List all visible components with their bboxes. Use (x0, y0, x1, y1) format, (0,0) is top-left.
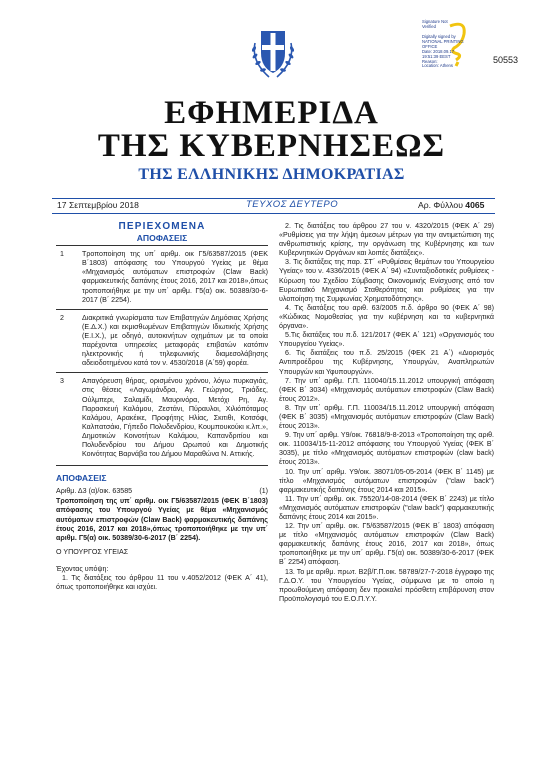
header-rule-bottom (52, 213, 495, 214)
minister-heading: Ο ΥΠΟΥΡΓΟΣ ΥΓΕΙΑΣ (56, 547, 129, 556)
paragraph: 12. Την υπ΄ αριθμ. οικ. Γ5/63587/2015 (ΦΕΚ Β΄ 1803) απόφαση με τίτλο «Μηχανισμός αυτόματων επιστροφών (Claw Back) φαρμακευτικής δαπάνης έτους 2016, 2017 και 2018», όπως τροποποιήθηκε με την υπ΄ αριθμ. Γ5(α) οικ. 50389/30-6-2017 (ΦΕΚ Β΄ 2254) απόφαση. (279, 522, 494, 567)
paragraph: 3. Τις διατάξεις της παρ. ΣΤ΄ «Ρυθμίσεις θεμάτων του Υπουργείου Υγείας» του ν. 4336/2015 (ΦΕΚ Α΄ 94) «Συνταξιοδοτικές ρυθμίσεις - Κύρωση του Σχεδίου Σύμβασης Οικονομικής Ενίσχυσης από τον Ευρωπαϊκό Μηχανισμό Σταθερότητας και ρυθμίσεις για την υλοποίηση της Συμφωνίας Χρηματοδότησης». (279, 258, 494, 303)
stamp-line: Verified (422, 24, 436, 29)
paragraph: 6. Τις διατάξεις του π.δ. 25/2015 (ΦΕΚ 21 Α΄) «Διορισμός Αντιπροέδρου της Κυβέρνησης, Υπουργών, Αναπληρωτών Υπουργών και Υφυπουργών». (279, 349, 494, 376)
paragraph: 5.Τις διατάξεις του π.δ. 121/2017 (ΦΕΚ Α΄ 121) «Οργανισμός του Υπουργείου Υγείας». (279, 331, 494, 349)
issue-type: ΤΕΥΧΟΣ ΔΕΥΤΕΡΟ (246, 199, 339, 210)
toc-text: Απαγόρευση θήρας, ορισμένου χρόνου, λόγω πυρκαγιάς, στις θέσεις «Λαγωμάνδρα, Αγ. Γεώργιος, Τριάδες, Ούλμπερι, Σαλαμίδι, Μαυρινόρα, Μετόχι Ρη, Αγ. Παρασκευή Καλάμου, Ζεστάνι, Πύραυλοι, Χιλιόπόταμος Καλάμου, Αρακέικε, Προφήτης Ηλίας, Σκιτιθι, Κοτσόφι, Καλπατσάκι, Γήπεδο Πολυδενδρίου, Κουμπουκούκι κ.λπ.», Δημοτικών Κοινοτήτων Καλάμου, Καπανδριτίου και Πολυδενδρίου του Δήμου Ωρωπού και Δημοτικής Κοινότητας Βαρνάβα του Δήμου Μαραθώνα Ν. Αττικής. (82, 377, 268, 459)
toc-item[interactable] (56, 372, 268, 463)
toc-number: 2 (60, 313, 64, 322)
paragraph: 1. Τις διατάξεις του άρθρου 11 του ν.4052/2012 (ΦΕΚ Α΄ 41), όπως τροποποιήθηκε και ισχύει. (56, 574, 268, 592)
decision-reference (56, 487, 268, 496)
toc-number: 3 (60, 377, 64, 386)
right-column (279, 222, 494, 604)
paragraph: 7. Την υπ΄ αριθμ. Γ.Π. 110040/15.11.2012 υπουργική απόφαση (ΦΕΚ Β΄ 3034) «Μηχανισμός αυτόματων επιστροφών (Claw Back) έτους 2012». (279, 376, 494, 403)
paragraph: 13. Το με αριθμ. πρωτ. Β2β/Γ.Π.οικ. 58789/27-7-2018 έγγραφο της Γ.Δ.Ο.Υ. του Υπουργείου Υγείας, σύμφωνα με το οποίο η προωθούμενη απόφαση δεν προκαλεί πρόσθετη επιβάρυνση στον Προϋπολογισμό του Ε.Ο.Π.Υ.Υ. (279, 567, 494, 603)
paragraph: 9. Την υπ΄ αριθμ. Υ9/οικ. 76818/9-8-2013 «Τροποποίηση της αριθ. οικ. 110034/15-11-2012 απόφασης του Υπουργού Υγείας (ΦΕΚ Β΄ 3035), με τίτλο «Μηχανισμός αυτόματων επιστροφών (claw back) έτους 2013». (279, 431, 494, 467)
having-in-mind: Έχοντας υπόψη: (56, 564, 109, 573)
toc-item[interactable] (56, 309, 268, 373)
stamp-line: NATIONAL PRINTING (422, 39, 464, 44)
digital-signature-stamp (420, 18, 488, 68)
toc-text: Διακριτικά γνωρίσματα των Επιβατηγών Δημόσιας Χρήσης (Ε.Δ.Χ.) και εκμισθωμένων Επιβατηγών Ιδιωτικής Χρήσης (Ε.Ι.Χ.), με οδηγό, αυτοκινήτων οχημάτων με τα οποία παρέχονται υπηρεσίες μεταφοράς επιβατών κατόπιν ηλεκτρονικής ή τηλεφωνικής διαμεσολάβησης αδειοδοτημένου κατά τον ν. 4530/2018 (Α΄59) φορέα. (82, 313, 268, 368)
paragraph: 11. Την υπ΄ αριθμ. οικ. 75520/14-08-2014 (ΦΕΚ Β΄ 2243) με τίτλο «Μηχανισμός αυτόματων επιστροφών ("claw back") φαρμακευτικής δαπάνης έτους 2014 και 2015». (279, 494, 494, 521)
decision-ref-text: Αριθμ. Δ3 (α)/οικ. 63585 (56, 487, 133, 496)
toc-text: Τροποποίηση της υπ΄ αριθμ. οικ Γ5/63587/2015 (ΦΕΚ Β΄1803) απόφασης του Υπουργού Υγείας με θέμα «Μηχανισμός αυτόματων επιστροφών (Claw Back) φαρμακευτικής δαπάνης έτους 2016, 2017 και 2018»,όπως τροποποιήθηκε με την υπ΄ αριθμ. Γ5(α) οικ. 50389/30-6-2017 (Β΄ 2254). (82, 250, 268, 304)
sheet-number: 50553 (493, 55, 519, 65)
greek-coat-of-arms-emblem (247, 23, 299, 81)
contents-divider (56, 465, 268, 466)
contents-decisions-heading: ΑΠΟΦΑΣΕΙΣ (136, 233, 188, 244)
decisions-heading: ΑΠΟΦΑΣΕΙΣ (56, 473, 107, 484)
decision-title: Τροποποίηση της υπ΄ αριθμ. οικ Γ5/63587/2015 (ΦΕΚ Β΄1803) απόφασης του Υπουργού Υγείας με θέμα «Μηχανισμός αυτόματων επιστροφών (Claw Back) φαρμακευτικής δαπάνης έτους 2016, 2017 και 2018»,όπως τροποποιήθηκε με την υπ΄ αριθμ. Γ5(α) οικ. 50389/30-6-2017 (Β΄ 2254). (56, 497, 268, 542)
sheet-label: Αρ. Φύλλου (418, 200, 463, 210)
paragraph: 10. Την υπ΄ αριθμ. Υ9/οικ. 38071/05-05-2014 (ΦΕΚ Β΄ 1145) με τίτλο «Μηχανισμός αυτόματων επιστροφών ("claw back") φαρμακευτικής δαπάνης έτους 2014 και 2015». (279, 467, 494, 494)
sheet-value: 4065 (465, 200, 485, 210)
stamp-line: Signature Not (422, 19, 448, 24)
stamp-line: Date: 2018.09.17 (422, 49, 455, 54)
gazette-subtitle: ΤΗΣ ΕΛΛΗΝΙΚΗΣ ΔΗΜΟΚΡΑΤΙΑΣ (138, 166, 405, 183)
stamp-line: Digitally signed by (422, 34, 456, 39)
toc-number: 1 (60, 250, 64, 259)
stamp-line: 19:51:39 EEST (422, 54, 451, 59)
left-column (56, 222, 268, 592)
stamp-line: Reason: (422, 59, 438, 64)
paragraph: 4. Τις διατάξεις του αριθ. 63/2005 π.δ. άρθρο 90 (ΦΕΚ Α΄ 98) «Κώδικας Νομοθεσίας για την κυβέρνηση και τα κυβερνητικά όργανα». (279, 303, 494, 331)
contents-heading: ΠΕΡΙΕΧΟΜΕΝΑ (118, 221, 206, 232)
decision-ref-number: (1) (259, 487, 268, 496)
issue-date: 17 Σεπτεμβρίου 2018 (57, 200, 139, 210)
stamp-line: OFFICE (422, 44, 438, 49)
gazette-title-line1: ΕΦΗΜΕΡΙΔΑ (164, 95, 379, 131)
toc-item[interactable] (56, 245, 268, 309)
paragraph: 8. Την υπ΄ αριθμ. Γ.Π. 110034/15.11.2012 υπουργική απόφαση (ΦΕΚ Β΄ 3035) «Μηχανισμός αυτόματων επιστροφών (Claw Back) έτους 2013». (279, 403, 494, 431)
stamp-line: Location: Athens (422, 63, 453, 68)
sheet-number-label (418, 200, 484, 210)
gazette-title-line2: ΤΗΣ ΚΥΒΕΡΝΗΣΕΩΣ (97, 128, 446, 164)
paragraph: 2. Τις διατάξεις του άρθρου 27 του ν. 4320/2015 (ΦΕΚ Α΄ 29) «Ρυθμίσεις για την λήψη άμεσων μέτρων για την αντιμετώπιση της ανθρωπιστικής κρίσης, την οργάνωση της Κυβέρνησης και των Κυβερνητικών Οργάνων και λοιπές διατάξεις». (279, 222, 494, 258)
